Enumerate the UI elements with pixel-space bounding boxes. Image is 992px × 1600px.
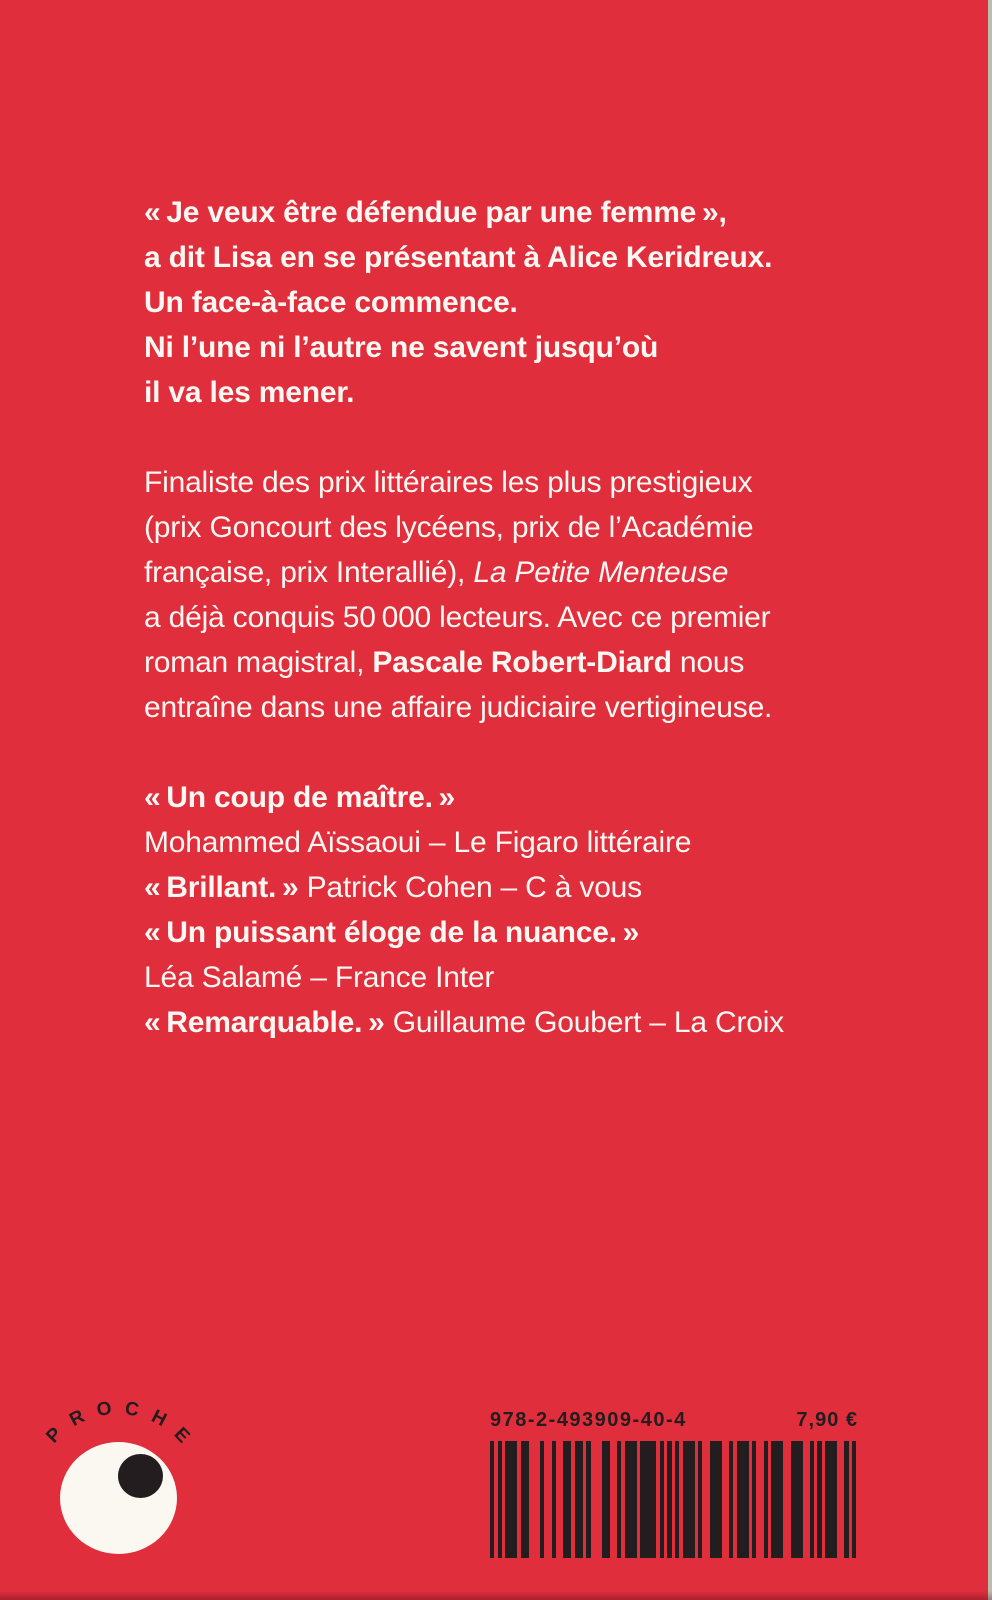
text-segment: nous <box>671 646 745 679</box>
barcode-bar <box>575 1441 583 1558</box>
barcode-bar <box>617 1441 621 1558</box>
text-segment: entraîne dans une affaire judiciaire vertigineuse. <box>144 691 773 724</box>
barcode-bar <box>771 1441 783 1558</box>
text-segment: Guillaume Goubert – La Croix <box>384 1006 784 1039</box>
text-segment: Pascale Robert-Diard <box>372 646 672 679</box>
text-line <box>144 550 772 595</box>
barcode-bar <box>825 1441 837 1558</box>
isbn-number: 978-2-493909-40-4 <box>490 1409 687 1431</box>
text-segment: « Je veux être défendue par une femme », <box>144 196 727 229</box>
text-line <box>144 775 784 820</box>
barcode-bar <box>498 1441 502 1558</box>
barcode-bar <box>586 1441 590 1558</box>
text-segment: La Petite Menteuse <box>473 556 729 589</box>
barcode-bar <box>625 1441 637 1558</box>
barcode-bar <box>817 1441 821 1558</box>
text-segment: Ni l’une ni l’autre ne savent jusqu’où <box>144 331 659 364</box>
logo-letter: C <box>123 1398 141 1422</box>
barcode-bar <box>791 1441 803 1558</box>
description-block <box>144 460 772 730</box>
text-segment: « Un coup de maître. » <box>144 781 456 814</box>
text-segment: Un face-à-face commence. <box>144 286 518 319</box>
scan-edge <box>988 0 992 1600</box>
text-segment: (prix Goncourt des lycéens, prix de l’Académie <box>144 511 754 544</box>
publisher-eye-icon <box>60 1442 177 1554</box>
press-quotes-block <box>144 775 784 1045</box>
scan-shadow <box>0 1591 992 1600</box>
text-segment: a dit Lisa en se présentant à Alice Keridreux. <box>144 241 773 274</box>
logo-letter: E <box>169 1423 194 1448</box>
barcode-bar <box>852 1441 856 1558</box>
text-line <box>144 325 772 370</box>
text-line <box>144 640 772 685</box>
text-line <box>144 235 772 280</box>
eye-pupil-icon <box>118 1454 163 1498</box>
barcode-bar <box>490 1441 494 1558</box>
text-segment: roman magistral, <box>144 646 373 679</box>
barcode-bar <box>640 1441 656 1558</box>
barcode-bar <box>660 1441 664 1558</box>
text-line <box>144 685 772 730</box>
text-line <box>144 910 784 955</box>
barcode-bar <box>729 1441 733 1558</box>
barcode-bar <box>698 1441 702 1558</box>
barcode-bar <box>540 1441 544 1558</box>
logo-letter: P <box>42 1423 67 1448</box>
price-label: 7,90 € <box>796 1409 858 1431</box>
text-line <box>144 820 784 865</box>
text-segment: française, prix Interallié), <box>144 556 474 589</box>
text-line <box>144 280 772 325</box>
text-segment: « Brillant. » <box>144 871 299 904</box>
barcode-bar <box>810 1441 814 1558</box>
text-line <box>144 460 772 505</box>
text-segment: « Remarquable. » <box>144 1006 385 1039</box>
text-segment: a déjà conquis 50 000 lecteurs. Avec ce premier <box>144 601 771 634</box>
text-segment: Patrick Cohen – C à vous <box>298 871 642 904</box>
text-segment: Mohammed Aïssaoui – Le Figaro littéraire <box>144 826 692 859</box>
barcode-bar <box>505 1441 517 1558</box>
ean-barcode <box>490 1441 856 1558</box>
text-line <box>144 505 772 550</box>
text-segment: Léa Salamé – France Inter <box>144 961 495 994</box>
logo-letter: O <box>95 1398 114 1422</box>
text-line <box>144 955 784 1000</box>
barcode-bar <box>675 1441 679 1558</box>
tagline-block <box>144 190 772 415</box>
barcode-bar <box>683 1441 695 1558</box>
text-segment: il va les mener. <box>144 376 355 409</box>
barcode-bar <box>521 1441 529 1558</box>
barcode-bar <box>764 1441 768 1558</box>
barcode-bar <box>602 1441 610 1558</box>
logo-letter: H <box>147 1406 170 1431</box>
barcode-bar <box>844 1441 848 1558</box>
text-line <box>144 190 772 235</box>
text-line <box>144 370 772 415</box>
text-segment: « Un puissant éloge de la nuance. » <box>144 916 640 949</box>
barcode-bar <box>710 1441 722 1558</box>
barcode-bar <box>563 1441 571 1558</box>
logo-letter: R <box>66 1406 89 1431</box>
text-line <box>144 865 784 910</box>
barcode-bar <box>667 1441 671 1558</box>
text-segment: Finaliste des prix littéraires les plus prestigieux <box>144 466 753 499</box>
barcode-bar <box>752 1441 756 1558</box>
barcode-bar <box>737 1441 749 1558</box>
text-line <box>144 1000 784 1045</box>
barcode-bar <box>552 1441 556 1558</box>
text-line <box>144 595 772 640</box>
